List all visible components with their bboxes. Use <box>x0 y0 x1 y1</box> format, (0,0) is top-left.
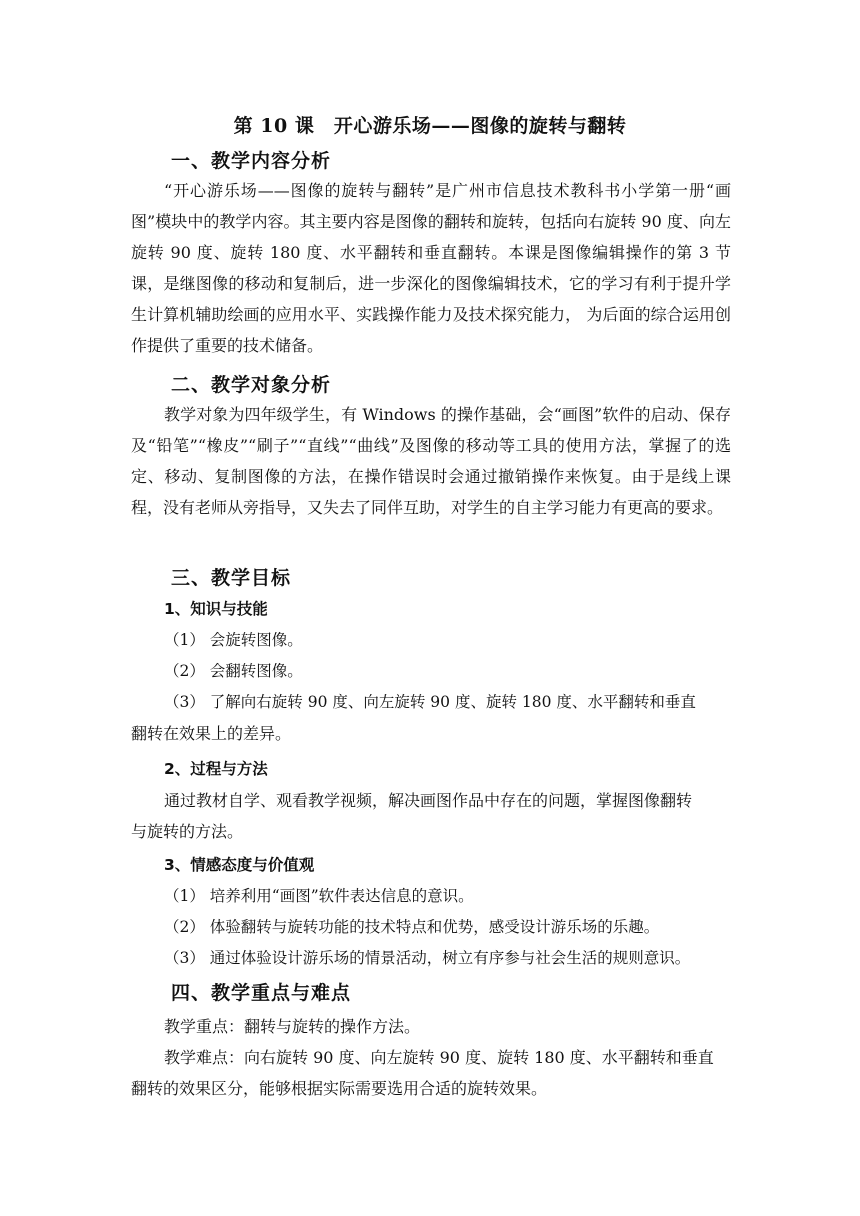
section-heading-learner-analysis: 二、教学对象分析 <box>171 374 332 396</box>
section-heading-teaching-objectives: 三、教学目标 <box>171 567 292 589</box>
objective-item: （3） 通过体验设计游乐场的情景活动，树立有序参与社会生活的规则意识。 <box>164 949 691 967</box>
lesson-title: 第 10 课 开心游乐场——图像的旋转与翻转 <box>233 115 627 137</box>
learner-analysis-paragraph: 教学对象为四年级学生，有 Windows 的操作基础，会“画图”软件的启动、保存及“铅笔”“橡皮”“刷子”“直线”“曲线”及图像的移动等工具的使用方法，掌握了的选定、移动、复制图像的方法，在操作错误时会通过撤销操作来恢复。由于是线上课程，没有老师从旁指导，又失去了同伴互助，对学生的自主学习能力有更高的要求。 <box>131 405 731 517</box>
key-point-line: 教学重点：翻转与旋转的操作方法。 <box>164 1017 421 1036</box>
subheading-process-method: 2、过程与方法 <box>164 760 268 778</box>
subheading-attitude-values: 3、情感态度与价值观 <box>164 856 315 874</box>
objective-item: （2） 会翻转图像。 <box>164 662 303 680</box>
objective-item: （2） 体验翻转与旋转功能的技术特点和优势，感受设计游乐场的乐趣。 <box>164 918 660 936</box>
section-heading-content-analysis: 一、教学内容分析 <box>171 150 332 172</box>
difficulty-line: 教学难点：向右旋转 90 度、向左旋转 90 度、旋转 180 度、水平翻转和垂直 <box>164 1048 714 1067</box>
process-method-line: 与旋转的方法。 <box>131 822 244 841</box>
objective-item-continuation: 翻转在效果上的差异。 <box>131 724 292 743</box>
subheading-knowledge-skills: 1、知识与技能 <box>164 600 268 618</box>
objective-item: （3） 了解向右旋转 90 度、向左旋转 90 度、旋转 180 度、水平翻转和垂直 <box>164 693 696 711</box>
section-heading-key-difficult-points: 四、教学重点与难点 <box>171 982 352 1004</box>
difficulty-line: 翻转的效果区分，能够根据实际需要选用合适的旋转效果。 <box>131 1079 548 1098</box>
process-method-line: 通过教材自学、观看教学视频，解决画图作品中存在的问题，掌握图像翻转 <box>164 791 693 810</box>
objective-item: （1） 培养利用“画图”软件表达信息的意识。 <box>164 887 474 905</box>
objective-item: （1） 会旋转图像。 <box>164 631 303 649</box>
content-analysis-paragraph: “开心游乐场——图像的旋转与翻转”是广州市信息技术教科书小学第一册“画图”模块中的教学内容。其主要内容是图像的翻转和旋转，包括向右旋转 90 度、向左旋转 90 度、旋转 180 度、水平翻转和垂直翻转。本课是图像编辑操作的第 3 节课，是继图像的移动和复制后，进一步深化的图像编辑技术，它的学习有利于提升学生计算机辅助绘画的应用水平、实践操作能力及技术探究能力， 为后面的综合运用创作提供了重要的技术储备。 <box>131 181 731 355</box>
